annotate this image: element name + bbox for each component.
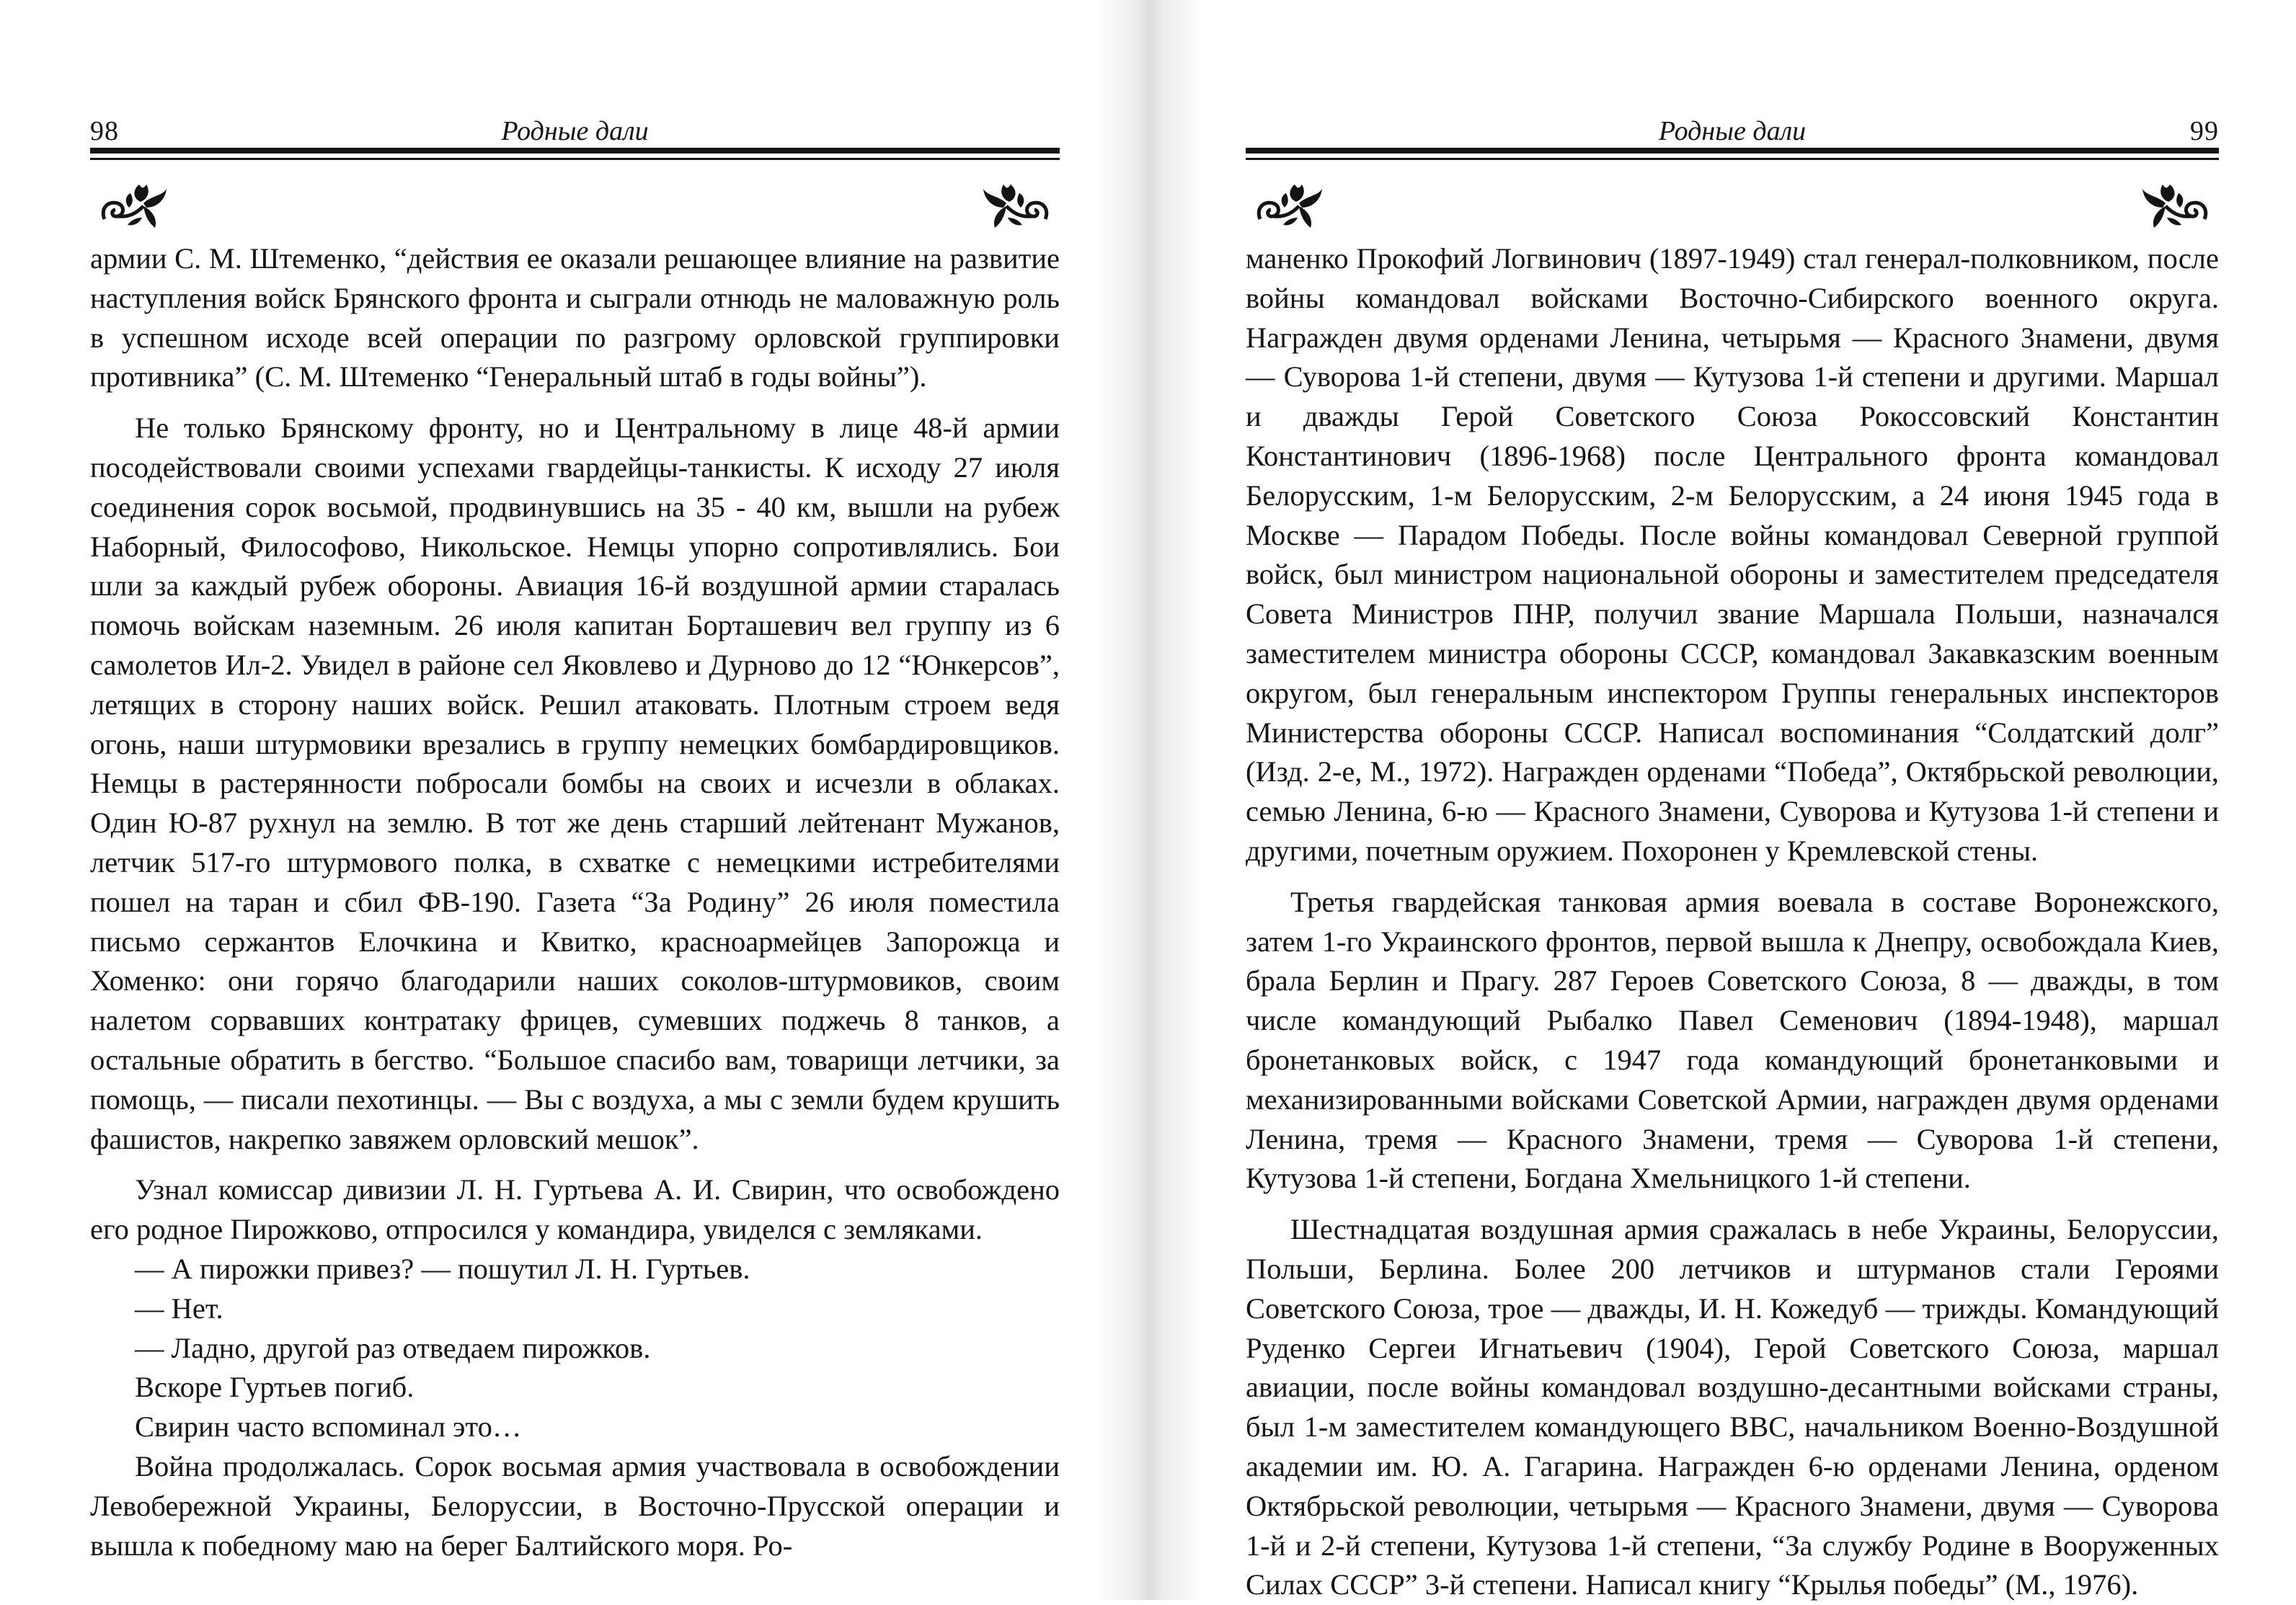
- paragraph: Шестнадцатая воздушная армия сражалась в небе Украины, Белоруссии, Польши, Берлина. Более 200 летчиков и штурманов стали Героями Советского Союза, трое — дважды, И. Н. Кожедуб — трижды. Командующий Руденко Сергеи Игнатьевич (1904), Герой Советского Союза, маршал авиации, после войны командовал воздушно-десантными войсками страны, был 1-м заместителем командующего ВВС, начальником Военно-Воздушной академии им. Ю. А. Гагарина. Награжден 6-ю орденами Ленина, орденом Октябрьской революции, четырьмя — Красного Знамени, двумя — Суворова 1-й и 2-й степени, Кутузова 1-й степени, “За службу Родине в Вооруженных Силах СССР” 3-й степени. Написал книгу “Крылья победы” (М., 1976).: [1246, 1213, 2219, 1601]
- paragraph: — А пирожки привез? — пошутил Л. Н. Гуртьев.: [135, 1252, 750, 1285]
- header-rule: [90, 148, 1060, 160]
- floral-ornament-icon: [967, 174, 1054, 232]
- paragraph: Вскоре Гуртьев погиб.: [135, 1371, 415, 1404]
- body-text: [90, 239, 1060, 1565]
- paragraph: — Ладно, другой раз отведаем пирожков.: [135, 1331, 651, 1364]
- paragraph: Свирин часто вспоминал это…: [135, 1410, 522, 1444]
- paragraph: маненко Прокофий Логвинович (1897-1949) стал генерал-полковником, после войны командовал войсками Восточно-Сибирского военного округа. Награжден двумя орденами Ленина, четырьмя — Красного Знамени, двумя — Суворова 1-й степени, двумя — Кутузова 1-й степени и другими. Маршал и дважды Герой Советского Союза Рокоссовский Константин Константинович (1896-1968) после Центрального фронта командовал Белорусским, 1-м Белорусским, 2-м Белорусским, а 24 июня 1945 года в Москве — Парадом Победы. После войны командовал Северной группой войск, был министром национальной обороны и заместителем председателя Совета Министров ПНР, получил звание Маршала Польши, назначался заместителем министра обороны СССР, командовал Закавказским военным округом, был генеральным инспектором Группы генеральных инспекторов Министерства обороны СССР. Написал воспоминания “Солдатский долг” (Изд. 2-е, М., 1972). Награжден орденами “Победа”, Октябрьской революции, семью Ленина, 6-ю — Красного Знамени, Суворова и Кутузова 1-й степени и другими, почетным оружием. Похоронен у Кремлевской стены.: [1246, 242, 2219, 867]
- floral-ornament-icon: [1251, 174, 1338, 232]
- paragraph: Не только Брянскому фронту, но и Центральному в лице 48-й армии посодействовали своими успехами гвардейцы-танкисты. К исходу 27 июля соединения сорок восьмой, продвинувшись на 35 - 40 км, вышли на рубеж Наборный, Философово, Никольское. Немцы упорно сопротивлялись. Бои шли за каждый рубеж обороны. Авиация 16-й воздушной армии старалась помочь войскам наземным. 26 июля капитан Борташевич вел группу из 6 самолетов Ил-2. Увидел в районе сел Яковлево и Дурново до 12 “Юнкерсов”, летящих в сторону наших войск. Решил атаковать. Плотным строем ведя огонь, наши штурмовики врезались в группу немецких бомбардировщиков. Немцы в растерянности побросали бомбы на своих и исчезли в облаках. Один Ю-87 рухнул на землю. В тот же день старший лейтенант Мужанов, летчик 517-го штурмового полка, в схватке с немецкими истребителями пошел на таран и сбил ФВ-190. Газета “За Родину” 26 июля поместила письмо сержантов Елочкина и Квитко, красноармейцев Запорожца и Хоменко: они горячо благодарили наших соколов-штурмовиков, своим налетом сорвавших контратаку фрицев, сумевших поджечь 8 танков, а остальные обратить в бегство. “Большое спасибо вам, товарищи летчики, за помощь, — писали пехотинцы. — Вы с воздуха, а мы с земли будем крушить фашистов, накрепко завяжем орловский мешок”.: [90, 412, 1060, 1155]
- page-number: 98: [90, 116, 119, 146]
- left-page: [90, 0, 1060, 1600]
- page-number: 99: [2190, 116, 2219, 146]
- right-page: [1246, 0, 2219, 1600]
- running-title: Родные дали: [1658, 116, 1807, 146]
- paragraph: — Нет.: [135, 1291, 223, 1325]
- paragraph: Третья гвардейская танковая армия воевала в составе Воронежского, затем 1-го Украинского фронтов, первой вышла к Днепру, освобождала Киев, брала Берлин и Прагу. 287 Героев Советского Союза, 8 — дважды, в том числе командующий Рыбалко Павел Семенович (1894-1948), маршал бронетанковых войск, с 1947 года командующий бронетанковыми и механизированными войсками Советской Армии, награжден двумя орденами Ленина, тремя — Красного Знамени, тремя — Суворова 1-й степени, Кутузова 1-й степени, Богдана Хмельницкого 1-й степени.: [1246, 885, 2219, 1195]
- paragraph: Узнал комиссар дивизии Л. Н. Гуртьева А. И. Свирин, что освобождено его родное Пирожково, отпросился у командира, увиделся с земляками.: [90, 1173, 1060, 1246]
- paragraph: армии С. М. Штеменко, “действия ее оказали решающее влияние на развитие наступления войск Брянского фронта и сыграли отнюдь не маловажную роль в успешном исходе всей операции по разгрому орловской группировки противника” (С. М. Штеменко “Генеральный штаб в годы войны”).: [90, 242, 1060, 394]
- running-title: Родные дали: [501, 116, 649, 146]
- paragraph: Война продолжалась. Сорок восьмая армия участвовала в освобождении Левобережной Украины, Белоруссии, в Восточно-Прусской операции и вышла к победному маю на берег Балтийского моря. Ро-: [90, 1449, 1060, 1562]
- floral-ornament-icon: [96, 174, 182, 232]
- body-text: [1246, 239, 2219, 1605]
- book-spine: [1096, 0, 1204, 1600]
- floral-ornament-icon: [2127, 174, 2213, 232]
- header-rule: [1246, 148, 2219, 160]
